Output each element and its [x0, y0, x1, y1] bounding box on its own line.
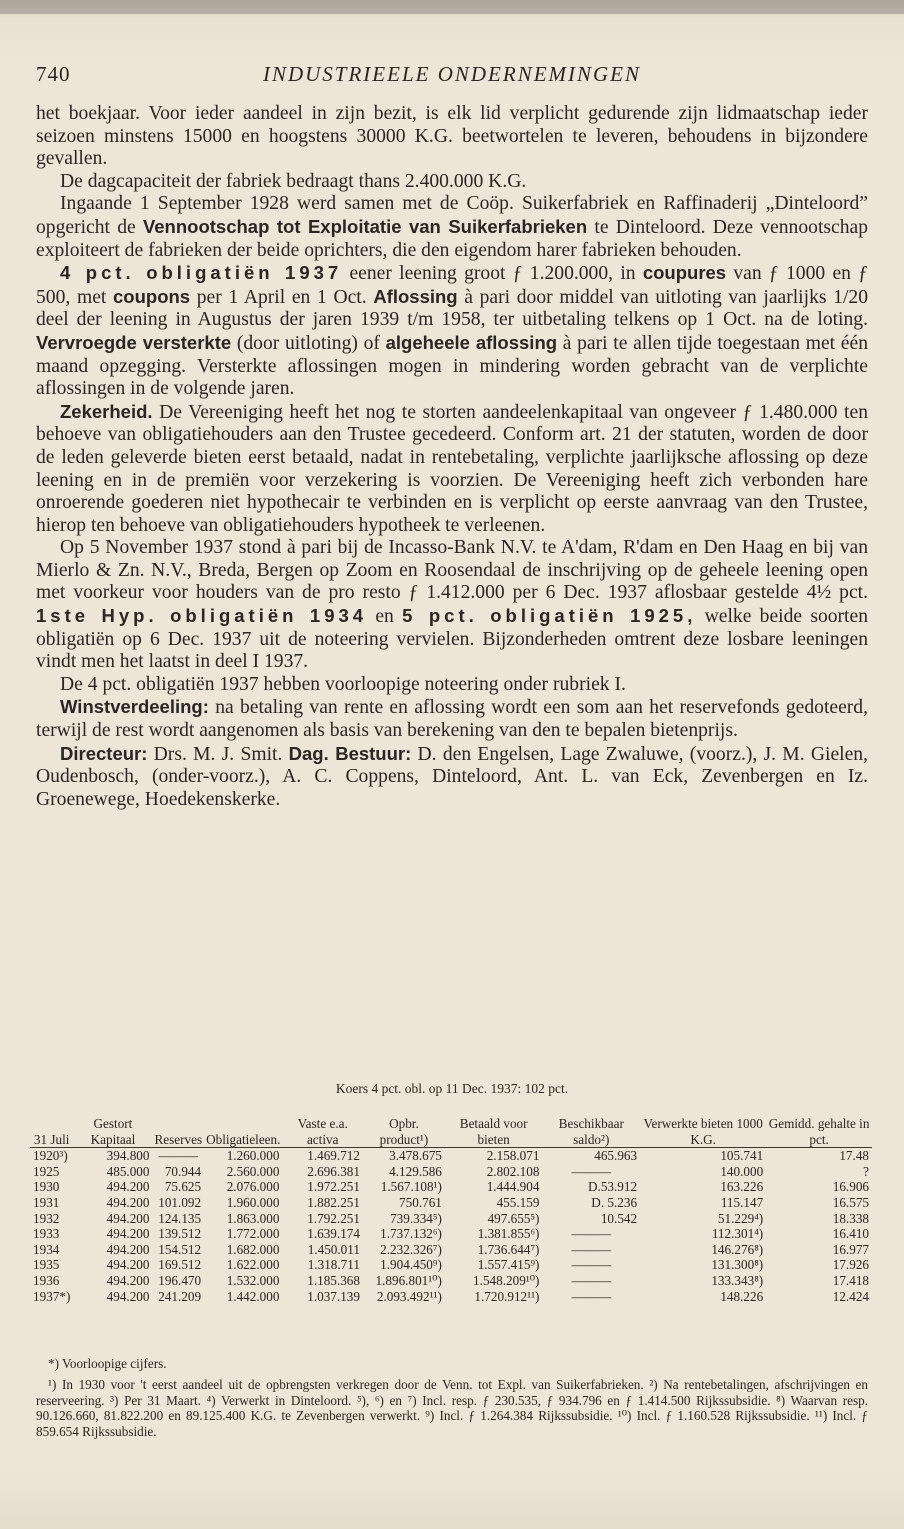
table-cell: 2.093.492¹¹) — [376, 1288, 442, 1304]
table-cell: 1.896.801¹⁰) — [375, 1272, 442, 1288]
table-row — [30, 1211, 872, 1227]
table-cell: 75.625 — [164, 1179, 202, 1195]
emphasis-text: Dag. Bestuur: — [288, 742, 412, 764]
table-cell: 1.548.209¹⁰) — [473, 1272, 540, 1288]
table-cell: 494.200 — [106, 1257, 150, 1273]
text-run: welke beide soorten obligatiën op 6 Dec. 1937 uit de noteering vervielen. Bijzonderheden omtrent deze losbare leeningen vindt men het laatst in deel I 1937. — [36, 606, 868, 673]
table-cell: 4.129.586 — [389, 1163, 442, 1179]
table-cell: 2.560.000 — [226, 1163, 280, 1179]
table-cell: 1.469.712 — [307, 1148, 360, 1164]
table-cell: 146.276⁸) — [711, 1241, 764, 1257]
text-run: te Dinteloord. Deze vennootschap exploiteert de fabrieken der beide oprichters, die den eigendom harer fabrieken behouden. — [36, 216, 868, 261]
table-cell: 1934 — [33, 1241, 60, 1257]
table-cell: 494.200 — [106, 1226, 150, 1242]
text-run: na betaling van rente en aflossing wordt een som aan het reservefonds gedoteerd, terwijl de rest wordt aangenomen als basis van berekening van den te bepalen bietenprijs. — [36, 697, 868, 742]
emphasis-text: Winstverdeeling: — [60, 696, 209, 718]
table-cell: 2.076.000 — [226, 1179, 280, 1195]
emphasis-text: 4 pct. obligatiën 1937 — [60, 262, 343, 284]
table-cell: 154.512 — [158, 1241, 202, 1257]
table-cell: 163.226 — [720, 1179, 764, 1195]
table-cell: D.53.912 — [588, 1179, 638, 1195]
table-cell: 1.567.108¹) — [380, 1179, 442, 1195]
emphasis-text: Vennootschap tot Exploitatie van Suikerfabrieken — [142, 215, 588, 237]
table-cell: 494.200 — [106, 1210, 150, 1226]
emphasis-text: Vervroegde versterkte — [36, 331, 232, 353]
table-row — [30, 1148, 872, 1164]
column-header: Betaald voor bieten — [445, 1116, 543, 1148]
table-cell: 494.200 — [106, 1194, 150, 1210]
text-run: en — [367, 606, 403, 628]
table-cell: 1.863.000 — [226, 1210, 280, 1226]
table-cell: 739.334⁵) — [390, 1210, 442, 1226]
table-cell: ——— — [571, 1257, 612, 1273]
table-cell: 1932 — [33, 1210, 60, 1226]
table-cell: 1.622.000 — [226, 1257, 280, 1273]
table-cell: 1.737.132⁶) — [380, 1226, 442, 1242]
table-cell: ——— — [571, 1241, 612, 1257]
column-header: Gemidd. gehalte in pct. — [766, 1116, 872, 1148]
table-cell: 2.802.108 — [486, 1163, 540, 1179]
table-cell: ? — [863, 1163, 869, 1179]
table-cell: 1925 — [33, 1163, 60, 1179]
running-title: INDUSTRIEELE ONDERNEMINGEN — [262, 62, 642, 86]
table-cell: 497.655⁵) — [487, 1210, 540, 1226]
scan-edge — [0, 0, 904, 14]
table-cell: 124.135 — [158, 1210, 202, 1226]
table-cell: 10.542 — [600, 1210, 638, 1226]
table-cell: 16.575 — [832, 1194, 869, 1210]
table-cell: 1.260.000 — [226, 1148, 280, 1164]
page-number: 740 — [36, 62, 71, 86]
body-text — [36, 103, 868, 811]
table-cell: ——— — [158, 1148, 199, 1164]
table-cell: D. 5.236 — [591, 1194, 638, 1210]
table-cell: 2.232.326⁷) — [380, 1241, 442, 1257]
table-cell: 1920³) — [33, 1148, 68, 1164]
table-cell: 148.226 — [720, 1288, 764, 1304]
paragraph — [36, 674, 868, 697]
emphasis-text: 1ste Hyp. obligatiën 1934 — [36, 605, 368, 627]
footnotes — [36, 1356, 868, 1445]
table-cell: 1.882.251 — [307, 1194, 360, 1210]
table-cell: 101.092 — [158, 1194, 202, 1210]
table-cell: 131.300⁸) — [711, 1257, 764, 1273]
table-cell: 1.720.912¹¹) — [474, 1288, 540, 1304]
table-cell: 17.418 — [832, 1272, 869, 1288]
table-cell: 394.800 — [106, 1148, 150, 1164]
table-cell: 1936 — [33, 1272, 60, 1288]
text-run: De dagcapaciteit der fabriek bedraagt thans 2.400.000 K.G. — [60, 170, 527, 192]
column-header: Gestort Kapitaal — [73, 1116, 152, 1148]
paragraph — [36, 262, 868, 401]
table-cell: 1.532.000 — [226, 1272, 280, 1288]
column-header: Verwerkte bieten 1000 K.G. — [640, 1116, 766, 1148]
table-caption: Koers 4 pct. obl. op 11 Dec. 1937: 102 pct. — [335, 1081, 569, 1096]
table-cell: ——— — [571, 1288, 612, 1304]
table-cell: 1.972.251 — [307, 1179, 360, 1195]
emphasis-text: Aflossing — [373, 285, 458, 307]
table-cell: ——— — [571, 1272, 612, 1288]
table-cell: 3.478.675 — [389, 1148, 442, 1164]
table-cell: 133.343⁸) — [711, 1272, 764, 1288]
text-run: eener leening groot ƒ 1.200.000, in — [342, 263, 643, 285]
table-header-row — [30, 1116, 872, 1148]
text-run: De 4 pct. obligatiën 1937 hebben voorloopige noteering onder rubriek I. — [60, 673, 626, 695]
footnote: *) Voorloopige cijfers. — [48, 1356, 167, 1371]
table-cell: 494.200 — [106, 1179, 150, 1195]
table-cell: 1.037.139 — [307, 1288, 360, 1304]
column-header: Obligatieleen. — [204, 1116, 282, 1148]
table-cell: 16.906 — [832, 1179, 869, 1195]
table-cell: 1.450.011 — [307, 1241, 360, 1257]
text-run: De Vereeniging heeft het nog te storten aandeelenkapitaal van ongeveer ƒ 1.480.000 ten behoeve van obligatiehouders aan den Trustee gecedeerd. Conform art. 21 der statuten, worden de door de leden geleverde bieten eerst betaald, nadat in rentebetaling, verplichte jaarlijksche aflossing op deze leening en in de premiën voor verzekering is voorzien. De Vereeniging heeft zich verbonden hare onroerende goederen niet hypothecair te verbinden en is verplicht op eerste aanvraag van den Trustee, hierop ten behoeve van obligatiehouders hypotheek te verleenen. — [36, 401, 868, 536]
text-run: à pari te allen tijde toegestaan met één maand opzegging. Versterkte aflossingen mogen in mindering worden gebracht van de verplichte aflossingen in de volgende jaren. — [36, 332, 868, 400]
column-header: 31 Juli — [30, 1116, 73, 1148]
column-header: Beschikbaar saldo²) — [542, 1116, 640, 1148]
table-cell: 105.741 — [720, 1148, 764, 1164]
table-cell: 1933 — [33, 1226, 60, 1242]
text-run: Ingaande 1 September 1928 werd samen met de Coöp. Suikerfabriek en Raffinaderij „Dinteloord” opgericht de — [36, 193, 868, 238]
table-cell: 17.926 — [832, 1257, 869, 1273]
table-cell: 485.000 — [106, 1163, 150, 1179]
table-cell: 494.200 — [106, 1241, 150, 1257]
table-cell: 16.977 — [832, 1241, 869, 1257]
text-run: D. den Engelsen, Lage Zwaluwe, (voorz.), J. M. Gielen, Oudenbosch, (onder-voorz.), A. C. Coppens, Dinteloord, Ant. L. van Eck, Zevenbergen en Iz. Groenewege, Hoedekenskerke. — [36, 743, 868, 810]
column-header: Reserves — [152, 1116, 204, 1148]
table-cell: 1.736.644⁷) — [477, 1241, 540, 1257]
emphasis-text: Zekerheid. — [60, 400, 153, 422]
table-cell: 17.48 — [839, 1148, 869, 1164]
table-cell: ——— — [571, 1226, 612, 1242]
table-cell: 1930 — [33, 1179, 60, 1195]
table-cell: 2.696.381 — [307, 1163, 360, 1179]
table-cell: 115.147 — [720, 1194, 764, 1210]
table-cell: 1.318.711 — [307, 1257, 360, 1273]
table-cell: 1.772.000 — [226, 1226, 280, 1242]
table-cell: 1937*) — [33, 1288, 71, 1304]
financial-table — [30, 1116, 872, 1304]
table-row — [30, 1273, 872, 1289]
table-cell: ——— — [571, 1163, 612, 1179]
table-cell: 2.158.071 — [486, 1148, 540, 1164]
table-cell: 1.792.251 — [307, 1210, 360, 1226]
table-cell: 1.682.000 — [226, 1241, 280, 1257]
paragraph — [36, 537, 868, 674]
emphasis-text: coupons — [113, 285, 191, 307]
table-cell: 1.442.000 — [226, 1288, 280, 1304]
table-cell: 196.470 — [158, 1272, 202, 1288]
table-row — [30, 1226, 872, 1242]
paragraph — [36, 171, 868, 194]
table-cell: 1.960.000 — [226, 1194, 280, 1210]
running-header — [36, 62, 868, 88]
table-row — [30, 1242, 872, 1258]
table-body — [30, 1148, 872, 1304]
text-run: à pari door middel van uitloting van jaarlijks 1/20 deel der leening in Augustus der jaren 1939 t/m 1958, ter uitbetaling telkens op 1 Oct. na de loting. — [36, 286, 868, 331]
table-cell: 494.200 — [106, 1288, 150, 1304]
table-cell: 465.963 — [594, 1148, 638, 1164]
table-cell: 1.381.855⁶) — [477, 1226, 540, 1242]
table-cell: 241.209 — [158, 1288, 202, 1304]
text-run: het boekjaar. Voor ieder aandeel in zijn bezit, is elk lid verplicht gedurende zijn lidmaatschap ieder seizoen minstens 15000 en hoogstens 30000 K.G. beetwortelen te leveren, behoudens in bijzondere gevallen. — [36, 103, 868, 170]
emphasis-text: 5 pct. obligatiën 1925, — [402, 605, 697, 627]
paragraph — [36, 193, 868, 262]
table-cell: 1.639.174 — [307, 1226, 360, 1242]
emphasis-text: Directeur: — [60, 742, 148, 764]
paragraph — [36, 103, 868, 171]
table-cell: 18.338 — [832, 1210, 869, 1226]
table-cell: 169.512 — [158, 1257, 202, 1273]
table-row — [30, 1289, 872, 1305]
table-cell: 494.200 — [106, 1272, 150, 1288]
table-cell: 1931 — [33, 1194, 60, 1210]
text-run: van ƒ 1000 en ƒ 500, met — [36, 263, 868, 308]
table-cell: 1.904.450⁹) — [380, 1257, 442, 1273]
text-run: per 1 April en 1 Oct. — [190, 286, 374, 308]
emphasis-text: algeheele aflossing — [385, 331, 558, 353]
table-cell: 140.000 — [720, 1163, 764, 1179]
table-cell: 51.229⁴) — [717, 1210, 764, 1226]
table-cell: 139.512 — [158, 1226, 202, 1242]
table-cell: 455.159 — [496, 1194, 540, 1210]
column-header: Vaste e.a. activa — [282, 1116, 363, 1148]
column-header: Opbr. product¹) — [363, 1116, 445, 1148]
table-row — [30, 1257, 872, 1273]
text-run: Op 5 November 1937 stond à pari bij de Incasso-Bank N.V. te A'dam, R'dam en Den Haag en bij van Mierlo & Zn. N.V., Breda, Bergen op Zoom en Roosendaal de inschrijving op de geheele leening open met voorkeur voor houders van de pro resto ƒ 1.412.000 per 6 Dec. 1937 aflosbaar gestelde 4½ pct. — [36, 537, 868, 604]
table-cell: 12.424 — [832, 1288, 869, 1304]
table-row — [30, 1164, 872, 1180]
table-cell: 112.301⁴) — [711, 1226, 764, 1242]
table-cell: 750.761 — [399, 1194, 442, 1210]
text-run: (door uitloting) of — [231, 332, 386, 354]
table-cell: 70.944 — [164, 1163, 202, 1179]
table-cell: 1.444.904 — [486, 1179, 540, 1195]
table-row — [30, 1195, 872, 1211]
paragraph — [36, 401, 868, 538]
table-cell: 16.410 — [832, 1226, 869, 1242]
table-cell: 1935 — [33, 1257, 60, 1273]
emphasis-text: coupures — [642, 262, 727, 284]
table-cell: 1.185.368 — [307, 1272, 360, 1288]
table-row — [30, 1179, 872, 1195]
text-run: Drs. M. J. Smit. — [147, 743, 289, 765]
footnote: ¹) In 1930 voor 't eerst aandeel uit de opbrengsten verkregen door de Venn. tot Expl. van Suikerfabrieken. ²) Na rentebetalingen, afschrijvingen en reserveering. ³) Per 31 Maart. ⁴) Verwerkt in Dinteloord. ⁵), ⁶) en ⁷) Incl. resp. ƒ 230.535, ƒ 934.796 en ƒ 1.414.500 Rijkssubsidie. ⁸) Waarvan resp. 90.126.660, 81.822.200 en 89.125.400 K.G. te Zevenbergen verwerkt. ⁹) Incl. ƒ 1.264.384 Rijkssubsidie. ¹⁰) Incl. ƒ 1.160.528 Rijkssubsidie. ¹¹) Incl. ƒ 859.654 Rijkssubsidie. — [36, 1377, 868, 1439]
table-cell: 1.557.415⁹) — [477, 1257, 540, 1273]
paragraph — [36, 743, 868, 812]
paragraph — [36, 696, 868, 742]
